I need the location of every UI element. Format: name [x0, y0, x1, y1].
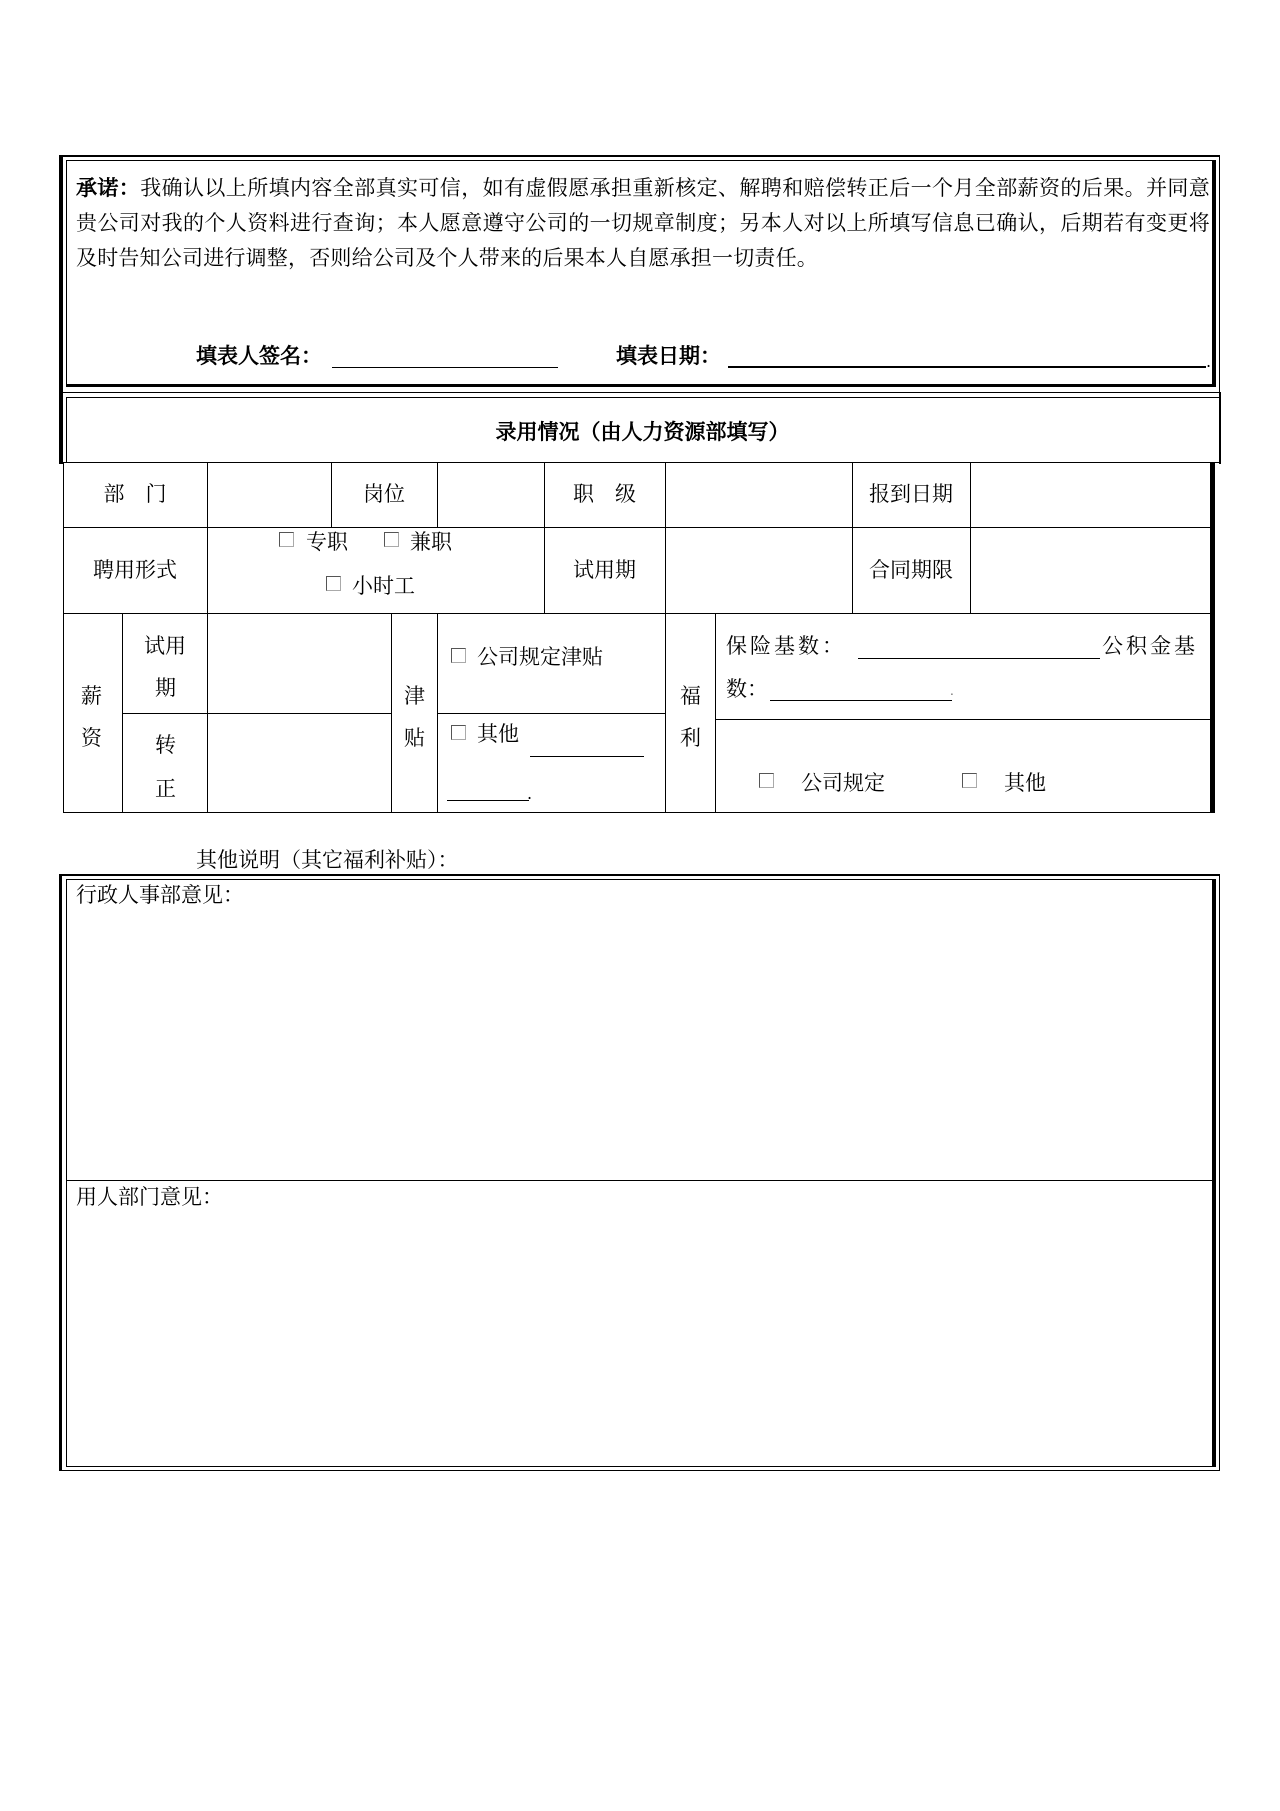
employment-type-label: 聘用形式	[93, 557, 177, 582]
insurance-base-label: 保险基数：	[726, 634, 846, 658]
probation-label: 试用期	[573, 557, 636, 582]
date-label: 填表日期：	[616, 343, 721, 368]
allowance-other-field-line2[interactable]	[447, 800, 529, 801]
grade-label: 职 级	[573, 482, 636, 506]
parttime-option: 兼职	[410, 530, 452, 554]
pledge-label: 承诺：	[76, 175, 141, 200]
welfare-label-1: 福	[680, 684, 701, 708]
welfare-other-checkbox[interactable]	[962, 773, 977, 788]
salary-probation-label-2: 期	[155, 676, 176, 700]
report-date-field[interactable]	[970, 462, 1210, 527]
housing-fund-field[interactable]	[770, 700, 952, 701]
housing-fund-tail: .	[950, 684, 954, 698]
dept-opinion-field[interactable]	[67, 1217, 1211, 1465]
welfare-label-2: 利	[680, 726, 701, 750]
housing-fund-label-2: 数：	[726, 677, 768, 701]
welfare-other-option: 其他	[1004, 771, 1046, 795]
dept-opinion-label: 用人部门意见：	[76, 1185, 223, 1209]
pledge-text: 我确认以上所填内容全部真实可信，如有虚假愿承担重新核定、解聘和赔偿转正后一个月全部薪资的后果。并同意贵公司对我的个人资料进行查询；本人愿意遵守公司的一切规章制度；另本人对以上所填写信息已确认，后期若有变更将及时告知公司进行调整，否则给公司及个人带来的后果本人自愿承担一切责任。	[76, 176, 1210, 270]
salary-label-2: 资	[81, 726, 102, 750]
salary-regular-field[interactable]	[208, 714, 391, 812]
date-tail: .	[1206, 352, 1212, 371]
hourly-option: 小时工	[352, 574, 415, 598]
parttime-checkbox[interactable]	[384, 532, 399, 547]
hr-opinion-label: 行政人事部意见：	[76, 883, 244, 907]
fulltime-checkbox[interactable]	[279, 532, 294, 547]
insurance-base-field[interactable]	[858, 658, 1100, 659]
salary-regular-label-2: 正	[155, 777, 176, 801]
allowance-label-2: 贴	[404, 726, 425, 750]
housing-fund-label-1: 公积金基	[1102, 634, 1198, 658]
position-label: 岗位	[363, 482, 405, 506]
salary-probation-label-1: 试用	[144, 634, 186, 658]
allowance-other-checkbox[interactable]	[451, 725, 466, 740]
allowance-other-field[interactable]	[530, 756, 644, 757]
contract-term-field[interactable]	[970, 527, 1210, 613]
other-notes-label: 其他说明（其它福利补贴）：	[196, 848, 459, 872]
hiring-title: 录用情况（由人力资源部填写）	[495, 418, 790, 444]
welfare-company-option: 公司规定	[801, 771, 885, 795]
salary-label-1: 薪	[81, 684, 102, 708]
allowance-other-tail: .	[527, 784, 533, 803]
hr-opinion-field[interactable]	[67, 915, 1211, 1179]
allowance-company-checkbox[interactable]	[451, 648, 466, 663]
signature-label: 填表人签名：	[196, 343, 322, 368]
fulltime-option: 专职	[306, 530, 348, 554]
department-label: 部 门	[103, 482, 167, 506]
department-field[interactable]	[207, 462, 331, 527]
hourly-checkbox[interactable]	[326, 576, 341, 591]
report-date-label: 报到日期	[869, 482, 953, 506]
allowance-other-option: 其他	[477, 722, 519, 746]
allowance-company-option: 公司规定津贴	[477, 645, 603, 669]
contract-term-label: 合同期限	[869, 557, 953, 582]
position-field[interactable]	[437, 462, 544, 527]
grade-field[interactable]	[665, 462, 852, 527]
welfare-company-checkbox[interactable]	[759, 773, 774, 788]
allowance-label-1: 津	[404, 684, 425, 708]
salary-probation-field[interactable]	[208, 614, 391, 713]
date-field[interactable]	[728, 366, 1206, 368]
probation-field[interactable]	[665, 527, 852, 613]
signature-field[interactable]	[332, 367, 558, 368]
salary-regular-label-1: 转	[155, 733, 176, 757]
